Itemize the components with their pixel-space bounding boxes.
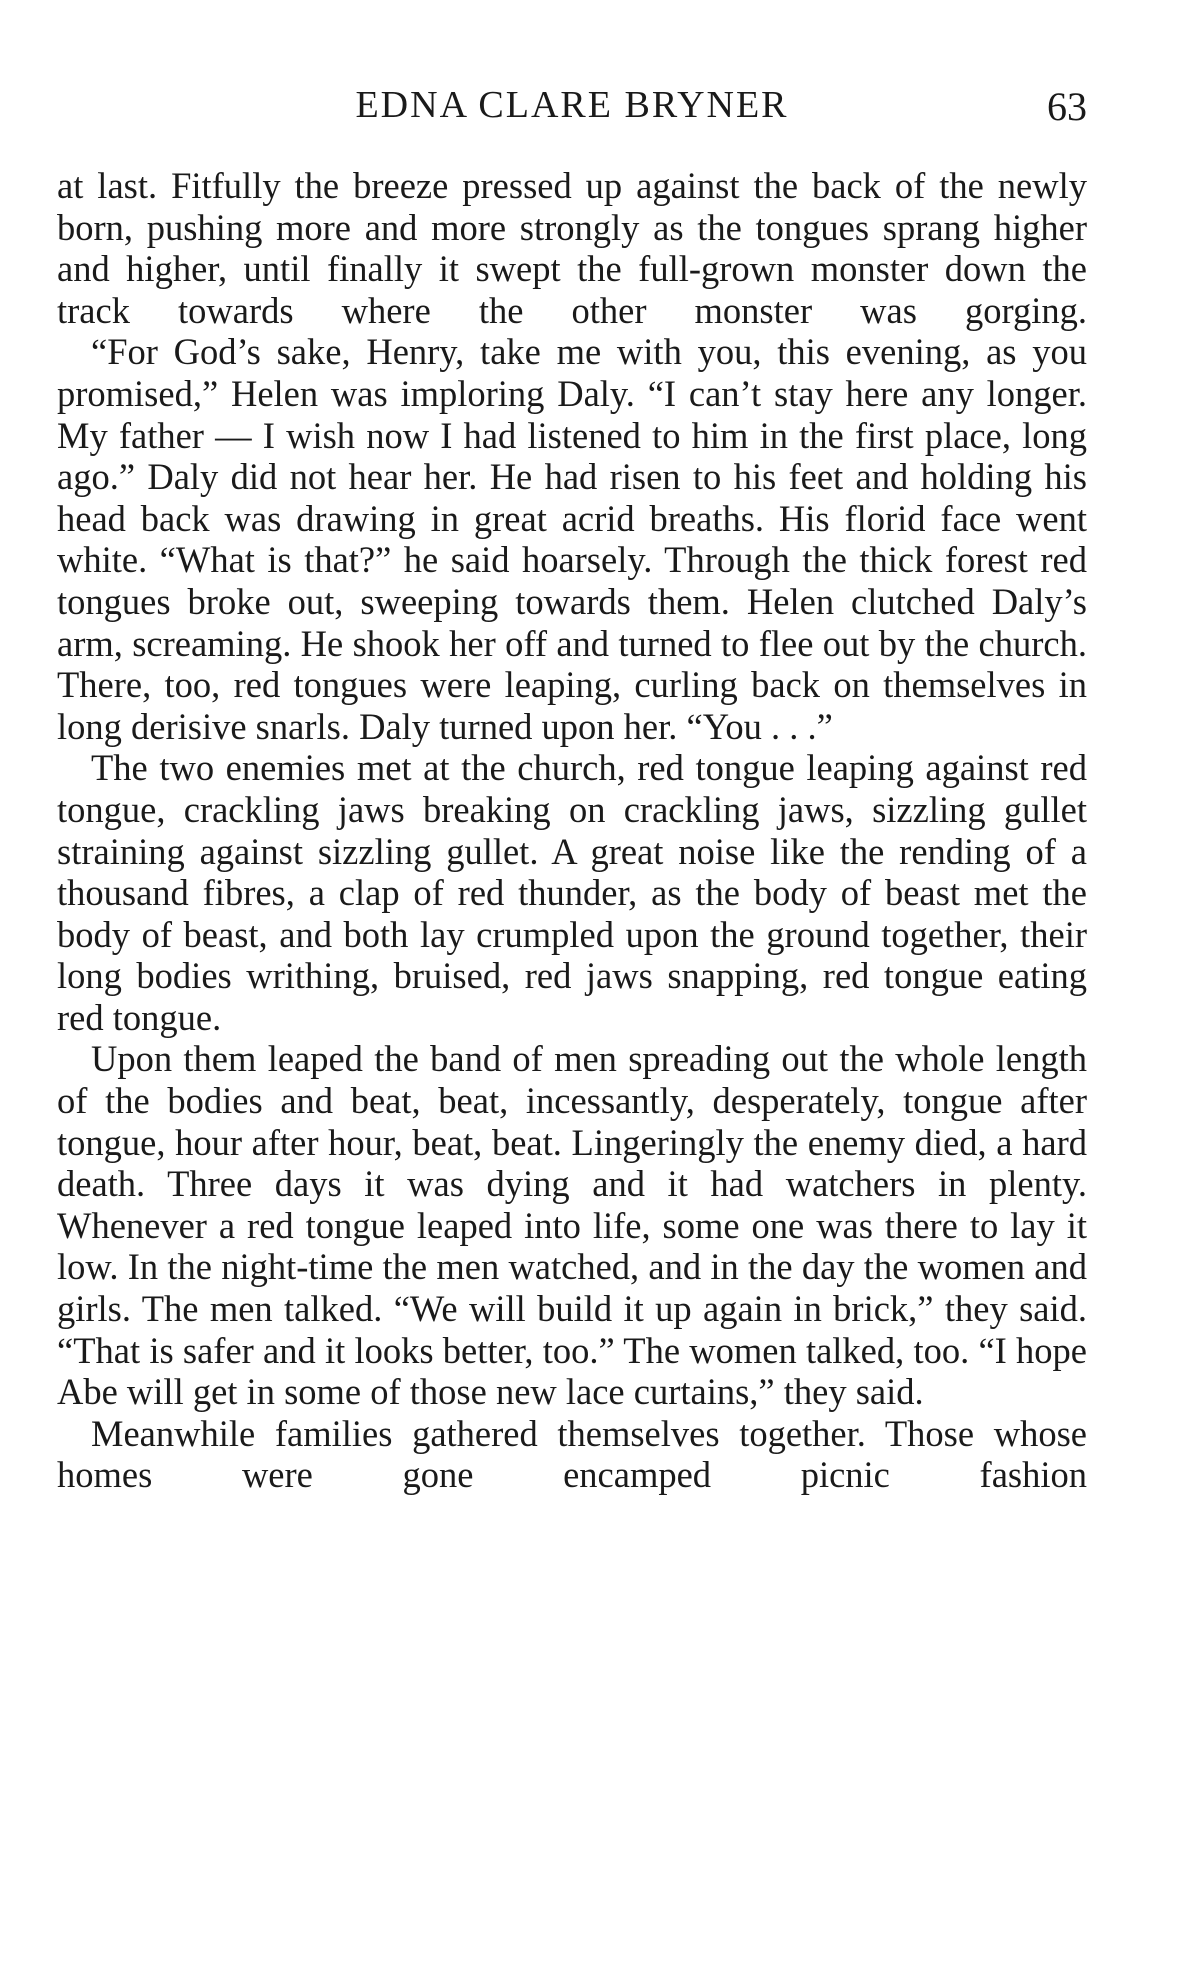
- running-title: EDNA CLARE BRYNER: [355, 84, 789, 126]
- running-header: [57, 78, 1087, 132]
- paragraph-dialogue: “For God’s sake, Henry, take me with you, this evening, as you promised,” Helen was imploring Daly. “I can’t stay here any longer. My father — I wish now I had listened to him in the first place, long ago.” Daly did not hear her. He had risen to his feet and holding his head back was drawing in great acrid breaths. His florid face went white. “What is that?” he said hoarsely. Through the thick forest red tongues broke out, sweeping towards them. Helen clutched Daly’s arm, screaming. He shook her off and turned to flee out by the church. There, too, red tongues were leaping, curling back on themselves in long derisive snarls. Daly turned upon her. “You . . .”: [57, 331, 1087, 747]
- paragraph-families: Meanwhile families gathered themselves together. Those whose homes were gone encamped picnic fashion: [57, 1412, 1087, 1496]
- paragraph-fire-watch: Upon them leaped the band of men spreading out the whole length of the bodies and beat, beat, incessantly, desperately, tongue after tongue, hour after hour, beat, beat. Lingeringly the enemy died, a hard death. Three days it was dying and it had watchers in plenty. Whenever a red tongue leaped into life, some one was there to lay it low. In the night-time the men watched, and in the day the women and girls. The men talked. “We will build it up again in brick,” they said. “That is safer and it looks better, too.” The women talked, too. “I hope Abe will get in some of those new lace curtains,” they said.: [57, 1038, 1087, 1413]
- body-text: [57, 165, 1087, 1496]
- page-number: 63: [1047, 84, 1087, 129]
- paragraph-continuation: at last. Fitfully the breeze pressed up against the back of the newly born, pushing more and more strongly as the tongues sprang higher and higher, until finally it swept the full-grown monster down the track towards where the other monster was gorging.: [57, 165, 1087, 331]
- paragraph-church-fire: The two enemies met at the church, red tongue leaping against red tongue, crackling jaws breaking on crackling jaws, sizzling gullet straining against sizzling gullet. A great noise like the rending of a thousand fibres, a clap of red thunder, as the body of beast met the body of beast, and both lay crumpled upon the ground together, their long bodies writhing, bruised, red jaws snapping, red tongue eating red tongue.: [57, 747, 1087, 1038]
